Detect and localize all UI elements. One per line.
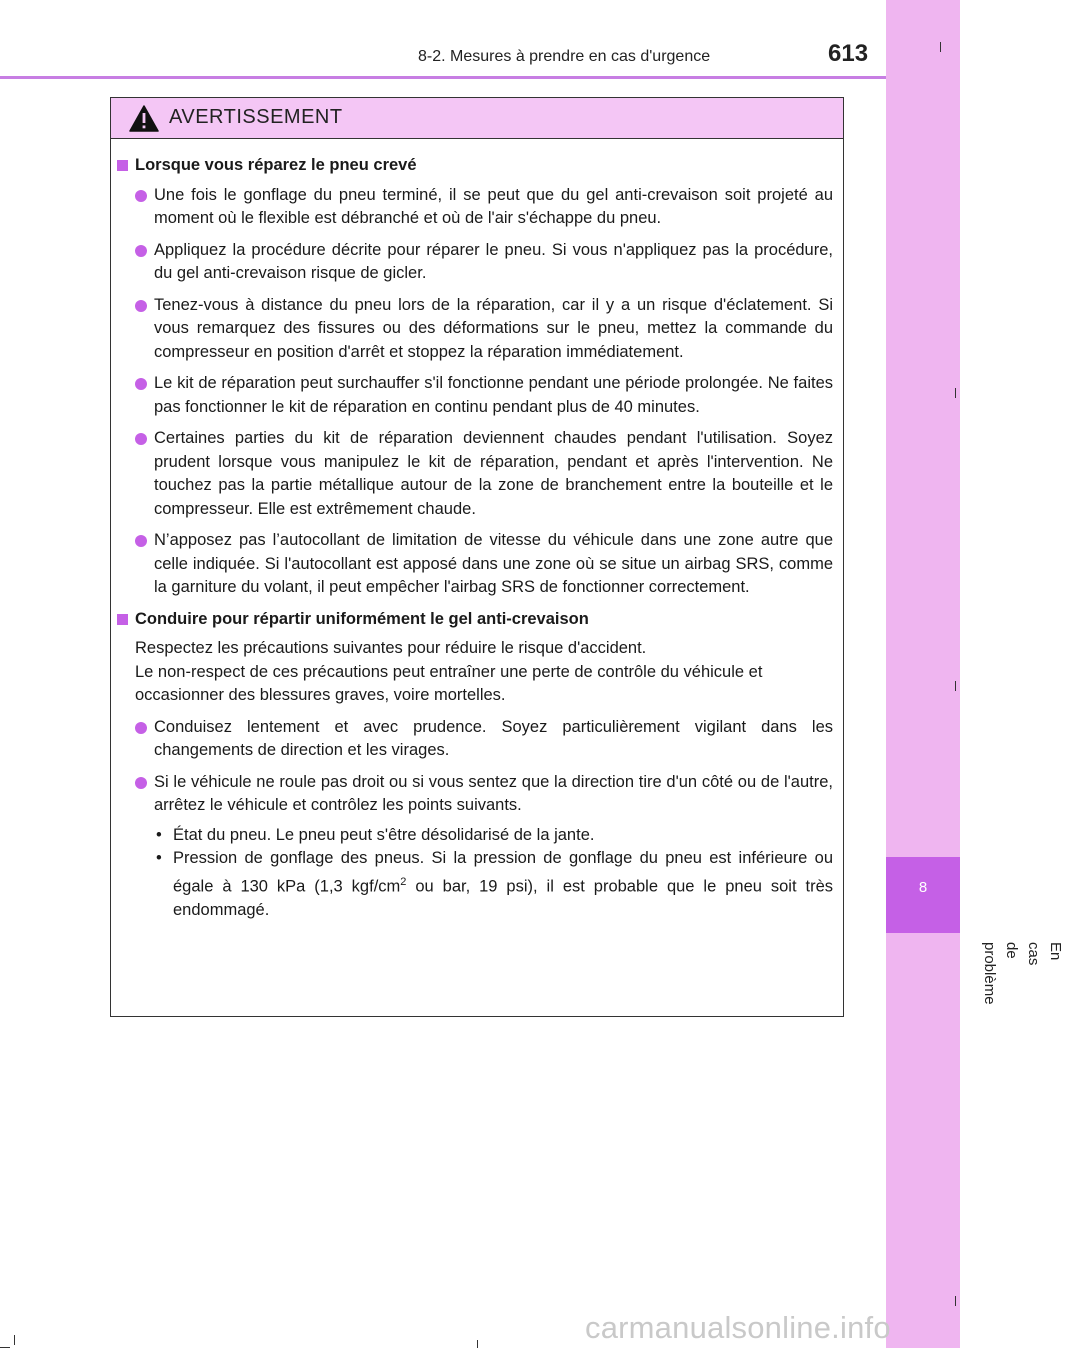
header-rule	[0, 76, 886, 79]
superscript: 2	[400, 875, 407, 888]
list-item: Si le véhicule ne roule pas droit ou si vous sentez que la direction tire d'un côté ou de l'autre, arrêtez le véhicule et contrôlez les points suivants.	[111, 771, 841, 818]
crop-mark	[955, 681, 956, 691]
chapter-title: En cas de problème	[981, 942, 1064, 1005]
circle-bullet-icon	[135, 245, 147, 257]
sub-bullet-marker: •	[156, 825, 162, 844]
sub-bullet-marker: •	[156, 849, 162, 867]
crop-mark	[955, 388, 956, 398]
section-tire-repair	[111, 154, 841, 600]
section-title: 8-2. Mesures à prendre en cas d'urgence	[418, 48, 711, 65]
circle-bullet-icon	[135, 535, 147, 547]
side-tab	[886, 0, 960, 1348]
warning-box	[110, 97, 844, 1017]
circle-bullet-icon	[135, 190, 147, 202]
crop-mark	[14, 1335, 15, 1345]
warning-body	[111, 148, 841, 922]
sub-list-item: • Pression de gonflage des pneus. Si la pression de gonflage du pneu est inférieure ou égale à 130 kPa (1,3 kgf/$cm^2$ ou bar, 19 psi), il est probable que le pneu soit très endommagé.	[156, 849, 834, 919]
section-heading	[111, 608, 841, 632]
page-number: 613	[828, 40, 869, 67]
warning-title: AVERTISSEMENT	[169, 106, 343, 128]
warning-triangle-icon	[129, 105, 159, 132]
square-bullet-icon	[117, 614, 128, 625]
intro-paragraph: Respectez les précautions suivantes pour réduire le risque d'accident. Le non-respect de ces précautions peut entraîner une perte de contrôle du véhicule et occasionner des blessures graves, voire mortelles.	[135, 639, 763, 704]
circle-bullet-icon	[135, 378, 147, 390]
chapter-tab[interactable]	[886, 857, 960, 933]
circle-bullet-icon	[135, 722, 147, 734]
warning-header	[111, 98, 843, 139]
watermark: carmanualsonline.info	[585, 1310, 891, 1345]
crop-mark	[955, 1296, 956, 1306]
section-heading-text: Lorsque vous réparez le pneu crevé	[135, 156, 417, 174]
list-item: N’apposez pas l’autocollant de limitation de vitesse du véhicule dans une zone autre que celle indiquée. Si l'autocollant est apposé dans une zone où se situe un airbag SRS, comme la garniture du volant, il peut empêcher l'airbag SRS de fonctionner correctement.	[111, 529, 841, 600]
list-item: Tenez-vous à distance du pneu lors de la réparation, car il y a un risque d'éclatement. Si vous remarquez des fissures ou des déformations sur le pneu, mettez la commande du compresseur en position d'arrêt et stoppez la réparation immédiatement.	[111, 294, 841, 365]
circle-bullet-icon	[135, 777, 147, 789]
chapter-number: 8	[918, 879, 928, 896]
crop-mark	[477, 1340, 478, 1348]
list-item: Une fois le gonflage du pneu terminé, il se peut que du gel anti-crevaison soit projeté au moment où le flexible est débranché et où de l'air s'échappe du pneu.	[111, 184, 841, 231]
section-heading	[111, 154, 841, 178]
circle-bullet-icon	[135, 433, 147, 445]
list-item: Le kit de réparation peut surchauffer s'il fonctionne pendant une période prolongée. Ne faites pas fonctionner le kit de réparation en continu pendant plus de 40 minutes.	[111, 372, 841, 419]
list-item: Certaines parties du kit de réparation deviennent chaudes pendant l'utilisation. Soyez prudent lorsque vous manipulez le kit de réparation, pendant et après l'intervention. Ne touchez pas la partie métallique autour de la zone de branchement entre la bouteille et le compresseur. Elle est extrêmement chaude.	[111, 427, 841, 521]
list-item: Appliquez la procédure décrite pour réparer le pneu. Si vous n'appliquez pas la procédure, du gel anti-crevaison risque de gicler.	[111, 239, 841, 286]
circle-bullet-icon	[135, 300, 147, 312]
section-heading-text: Conduire pour répartir uniformément le gel anti-crevaison	[135, 609, 589, 628]
square-bullet-icon	[117, 160, 128, 171]
list-item: Conduisez lentement et avec prudence. Soyez particulièrement vigilant dans les changements de direction et les virages.	[111, 716, 841, 763]
section-driving	[111, 608, 841, 923]
sub-list-item: • État du pneu. Le pneu peut s'être désolidarisé de la jante.	[111, 824, 841, 848]
crop-mark	[940, 42, 941, 52]
